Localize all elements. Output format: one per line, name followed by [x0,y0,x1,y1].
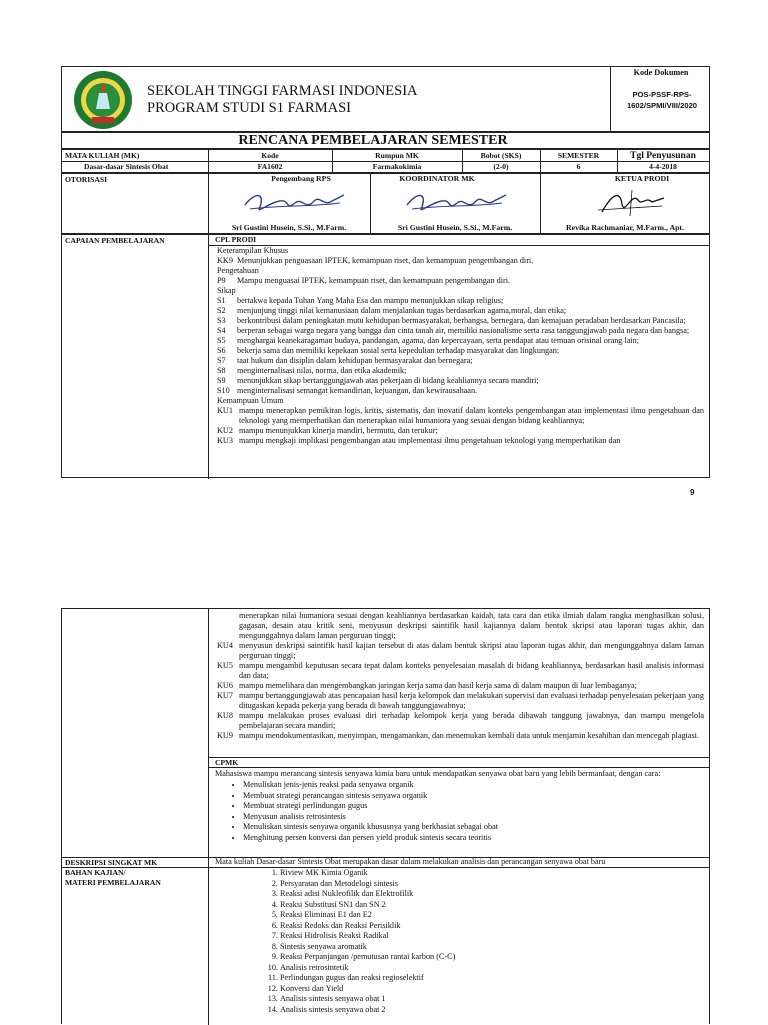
koordinator-name: Sri Gustini Husein, S.Si., M.Farm. [397,223,513,232]
list-item: S3 berkontribusi dalam peningkatan mutu kehidupan bermasyarakat, berbangsa, bernegara, dan kemajuan peradaban berdasarkan Pancasila; [217,316,686,325]
title-row [61,132,710,149]
ket-khusus-heading: Keterampilan Khusus [217,246,289,255]
list-item: KU1 mampu menerapkan pemikiran logis, kritis, sistematis, dan inovatif dalam konteks pengembangan atau implementasi ilmu pengetahuan dan teknologi yang memperhatikan dan menerapkan nilai humaniora yang sesuai dengan bidang keahliannya; [217,406,704,425]
institution-name: SEKOLAH TINGGI FARMASI INDONESIA [147,83,418,99]
col-mk: MATA KULIAH (MK) [65,151,140,160]
sikap-list [217,296,704,396]
list-item: S10 menginternalisasi semangat kemandirian, kejuangan, dan kewirausahaan. [217,386,478,395]
ku-continuation [217,611,704,741]
otorisasi-label: OTORISASI [65,175,108,184]
list-item: • Membuat strategi perancangan sintesis senyawa organik [243,791,704,802]
col-bobot: Bobot (SKS) [480,151,522,160]
list-item: • Membuat strategi perlindungan gugus [243,801,704,812]
list-item: menerapkan nilai humaniora sesuai dengan keahliannya berdasarkan kaidah, tata cara dan etika ilmiah dalam rangka menghasilkan solusi, gagasan, desain atau kritik seni, menyusun deskripsi saintifik hasil kajiannya dalam bentuk skripsi atau laporan tugas akhir, dan mengunggahnya dalam laman perguruan tinggi; [239,611,704,640]
signature-ketua [592,186,672,225]
signature-pengembang [240,187,350,222]
list-item: 12. Konversi dan Yield [280,984,740,995]
page-title: RENCANA PEMBELAJARAN SEMESTER [238,133,508,148]
list-item: 1. Riview MK Kimia Oganik [280,868,740,879]
list-item: KU7 mampu bertanggungjawab atas pencapaian hasil kerja kelompok dan melakukan supervisi dan evaluasi terhadap penyelesaian pekerjaan yang ditugaskan kepada pekerja yang berada di bawah tanggungjawabnya; [217,691,704,710]
kk9-text: Menunjukkan penguasaan IPTEK, kemampuan riset, dan kemampuan pengembangan diri. [237,256,534,265]
bahan-list [242,868,740,1015]
kemampuan-umum-heading: Kemampuan Umum [217,396,284,405]
deskripsi-label: DESKRIPSI SINGKAT MK [65,858,158,867]
list-item: 2. Persyaratan dan Metodelogi sintesis [280,879,740,890]
kk9-code: KK9 [217,256,233,265]
pengembang-label: Pengembang RPS [271,174,331,183]
ketua-name: Revika Rachmaniar, M.Farm., Apt. [566,223,684,232]
course-name: Dasar-dasar Sintesis Obat [84,162,169,171]
continuation-table [61,608,710,1024]
list-item: KU6 mampu memelihara dan mengembangkan jaringan kerja sama dan hasil kerja sama di dalam maupun di luar lembaganya; [217,681,637,690]
sikap-heading: Sikap [217,286,236,295]
list-item: 14. Analisis sintesis senyawa obat 2 [280,1005,740,1016]
list-item: 11. Perlindungan gugus dan reaksi regioselektif [280,973,740,984]
page-number: 9 [690,488,695,497]
cpmk-list [215,780,704,843]
list-item: 6. Reaksi Redoks dan Reaksi Perisiklik [280,921,740,932]
list-item: 8. Sintesis senyawa aromatik [280,942,740,953]
list-item: S4 berperan sebagai warga negara yang bangga dan cinta tanah air, memiliki nasionalisme serta rasa tanggungjawab pada negara dan bangsa; [217,326,690,335]
doc-code-value: POS-PSSF-RPS-1602/SPMI/VIII/2020 [626,90,698,110]
list-item: 13. Analisis sintesis senyawa obat 1 [280,994,740,1005]
course-semester: 6 [576,162,581,171]
list-item: S7 taat hukum dan disiplin dalam kehidupan bermasyarakat dan bernegara; [217,356,473,365]
col-kode: Kode [261,151,279,160]
list-item: 9. Reaksi Perpanjangan /pemutusan rantai karbon (C-C) [280,952,740,963]
list-item: S5 menghargai keanekaragaman budaya, pandangan, agama, dan kepercayaan, serta pendapat atau temuan orisinal orang lain; [217,336,639,345]
ketua-label: KETUA PRODI [614,174,670,183]
header-box [61,66,710,132]
p9-code: P9 [217,276,226,285]
cpmk-intro: Mahasiswa mampu merancang sintesis senyawa kimia baru untuk mendapatkan senyawa obat baru yang lebih bermanfaat, dengan cara: [215,769,661,778]
course-rumpun: Farmakokimia [372,162,422,171]
p9-text: Mampu menguasai IPTEK, kemampuan riset, dan kemampuan pengembangan diri. [237,276,511,285]
list-item: 3. Reaksi adisi Nukleofilik dan Elektrofilik [280,889,740,900]
cpl-prodi-label: CPL PRODI [215,235,257,244]
list-item: S2 menjunjung tinggi nilai kemanusiaan dalam menjalankan tugas berdasarkan agama,moral, dan etika; [217,306,567,315]
list-item: 7. Reaksi Hidrolisis Reaksi Radikal [280,931,740,942]
otorisasi-row [61,173,710,234]
list-item: KU8 mampu melakukan proses evaluasi diri terhadap kelompok kerja yang berada dibawah tanggung jawabnya, dan mampu mengelola pembelajaran secara mandiri; [217,711,704,730]
deskripsi-text: Mata kuliah Dasar-dasar Sintesis Obat merupakan dasar dalam melakukan analisis dan perancangan senyawa obat baru [215,857,606,866]
list-item: 10. Analisis retrosintetik [280,963,740,974]
list-item: S6 bekerja sama dan memiliki kepekaan sosial serta kepedulian terhadap masyarakat dan lingkungan; [217,346,560,355]
cpmk-content [215,769,704,843]
list-item: KU4 menyusun deskripsi saintifik hasil kajian tersebut di atas dalam bentuk skripsi atau laporan tugas akhir, dan mengunggahnya dalam laman perguruan tinggi; [217,641,704,660]
list-item: S8 menginternalisasi nilai, norma, dan etika akademik; [217,366,407,375]
list-item: • Menuliskan sintesis senyawa organik khususnya yang berkhasiat sebagai obat [243,822,704,833]
col-rumpun: Rumpun MK [375,151,419,160]
cpl-section [61,234,710,478]
cpl-label: CAPAIAN PEMBELAJARAN [65,236,165,245]
course-code: FA1602 [257,162,283,171]
course-bobot: (2-0) [493,162,509,171]
doc-code-label: Kode Dokumen [633,68,689,77]
course-date: 4-4-2018 [649,162,677,171]
cpl-content [217,246,704,446]
list-item: KU9 mampu mendokumentasikan, menyimpan, mengamankan, dan menemukan kembali data untuk menjamin kesahihan dan mencegah plagiasi. [217,731,699,740]
signature-koordinator [402,187,512,222]
list-item: 5. Reaksi Eliminasi E1 dan E2 [280,910,740,921]
list-item: S9 menunjukkan sikap bertanggungjawab atas pekerjaan di bidang keahliannya secara mandiri; [217,376,539,385]
program-name: PROGRAM STUDI S1 FARMASI [147,100,351,116]
koordinator-label: KOORDINATOR MK [399,174,475,183]
pengembang-name: Sri Gustini Husein, S.Si., M.Farm. [231,223,347,232]
list-item: • Menghitung persen konversi dan persen yield produk sintesis secara teoritis [243,833,704,844]
college-logo [66,69,140,131]
bahan-label: BAHAN KAJIAN/ MATERI PEMBELAJARAN [65,868,161,888]
list-item: • Menyusun analisis retrosintesis [243,812,704,823]
list-item: KU2 mampu menunjukkan kinerja mandiri, bermutu, dan terukur; [217,426,438,435]
cpmk-label: CPMK [215,758,239,767]
col-semester: SEMESTER [557,151,600,160]
course-table [61,149,710,173]
list-item: KU5 mampu mengambil keputusan secara tepat dalam konteks penyelesaian masalah di bidang keahliannya, berdasarkan hasil analisis informasi dan data; [217,661,704,680]
pengetahuan-heading: Pengetahuan [217,266,259,275]
list-item: 4. Reaksi Substitusi SN1 dan SN 2 [280,900,740,911]
list-item: • Menuliskan jenis-jenis reaksi pada senyawa organik [243,780,704,791]
col-tgl: Tgl Penyusunan [630,151,696,161]
list-item: S1 bertakwa kepada Tuhan Yang Maha Esa dan mampu menunjukkan sikap religius; [217,296,504,305]
list-item: KU3 mampu mengkaji implikasi pengembangan atau implementasi ilmu pengetahuan teknologi yang memperhatikan dan [217,436,621,445]
